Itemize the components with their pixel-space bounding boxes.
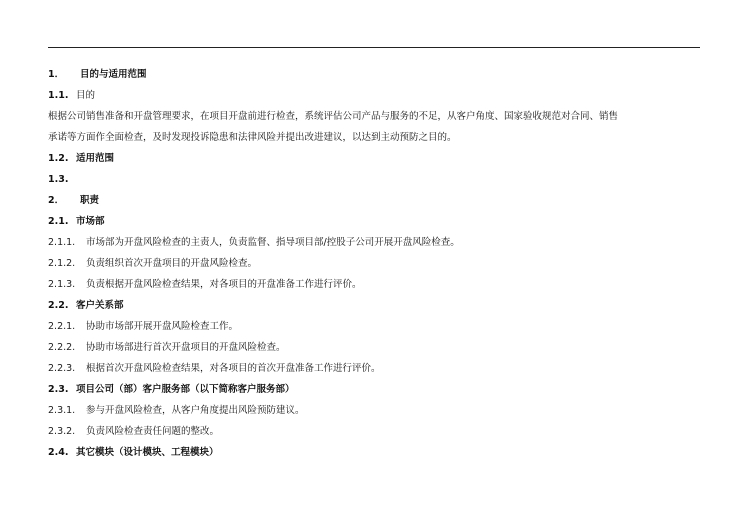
section-title: 客户关系部 bbox=[76, 300, 124, 311]
section-title: 目的与适用范围 bbox=[80, 69, 147, 80]
item-text: 参与开盘风险检查，从客户角度提出风险预防建议。 bbox=[86, 405, 305, 416]
item-text: 协助市场部进行首次开盘项目的开盘风险检查。 bbox=[86, 342, 286, 353]
item-number: 2.2.3. bbox=[48, 363, 76, 374]
item-text: 市场部为开盘风险检查的主责人，负责监督、指导项目部/控股子公司开展开盘风险检查。 bbox=[86, 237, 460, 248]
list-item bbox=[48, 236, 460, 250]
item-text: 协助市场部开展开盘风险检查工作。 bbox=[86, 321, 239, 332]
list-item bbox=[48, 257, 257, 271]
item-number: 2.3.2. bbox=[48, 426, 76, 437]
section-number: 2.1. bbox=[48, 216, 69, 227]
heading-1-1 bbox=[48, 89, 95, 103]
heading-2-1 bbox=[48, 215, 105, 229]
paragraph-text: 根据公司销售准备和开盘管理要求，在项目开盘前进行检查，系统评估公司产品与服务的不足，从客户角度、国家验收规范对合同、销售 bbox=[48, 111, 619, 122]
section-title: 项目公司（部）客户服务部（以下简称客户服务部） bbox=[76, 384, 295, 395]
paragraph-line bbox=[48, 110, 618, 124]
section-number: 1.3. bbox=[48, 174, 69, 185]
section-title: 其它模块（设计模块、工程模块） bbox=[76, 447, 219, 458]
section-number: 1． bbox=[48, 69, 65, 80]
paragraph-line bbox=[48, 131, 457, 145]
item-text: 负责风险检查责任问题的整改。 bbox=[86, 426, 220, 437]
heading-2-4 bbox=[48, 446, 219, 460]
list-item bbox=[48, 320, 238, 334]
section-title: 职责 bbox=[80, 195, 100, 206]
item-number: 2.2.1. bbox=[48, 321, 76, 332]
item-text: 负责组织首次开盘项目的开盘风险检查。 bbox=[86, 258, 258, 269]
section-title: 市场部 bbox=[76, 216, 105, 227]
list-item bbox=[48, 425, 219, 439]
header-rule bbox=[48, 47, 700, 48]
list-item bbox=[48, 362, 381, 376]
list-item bbox=[48, 278, 362, 292]
item-number: 2.2.2. bbox=[48, 342, 76, 353]
heading-1 bbox=[48, 68, 147, 82]
section-number: 1.2. bbox=[48, 153, 69, 164]
list-item bbox=[48, 404, 305, 418]
section-title: 目的 bbox=[76, 90, 96, 101]
section-number: 2． bbox=[48, 195, 65, 206]
section-number: 1.1. bbox=[48, 90, 69, 101]
paragraph-text: 承诺等方面作全面检查，及时发现投诉隐患和法律风险并提出改进建议，以达到主动预防之目的。 bbox=[48, 132, 457, 143]
section-number: 2.2. bbox=[48, 300, 69, 311]
list-item bbox=[48, 341, 286, 355]
section-title: 适用范围 bbox=[76, 153, 115, 164]
section-number: 2.3. bbox=[48, 384, 69, 395]
item-number: 2.1.2. bbox=[48, 258, 76, 269]
heading-2 bbox=[48, 194, 99, 208]
heading-2-3 bbox=[48, 383, 295, 397]
item-number: 2.1.3. bbox=[48, 279, 76, 290]
item-text: 负责根据开盘风险检查结果，对各项目的开盘准备工作进行评价。 bbox=[86, 279, 362, 290]
item-text: 根据首次开盘风险检查结果，对各项目的首次开盘准备工作进行评价。 bbox=[86, 363, 381, 374]
item-number: 2.3.1. bbox=[48, 405, 76, 416]
heading-1-3 bbox=[48, 173, 76, 187]
section-number: 2.4. bbox=[48, 447, 69, 458]
heading-1-2 bbox=[48, 152, 114, 166]
item-number: 2.1.1. bbox=[48, 237, 76, 248]
heading-2-2 bbox=[48, 299, 124, 313]
